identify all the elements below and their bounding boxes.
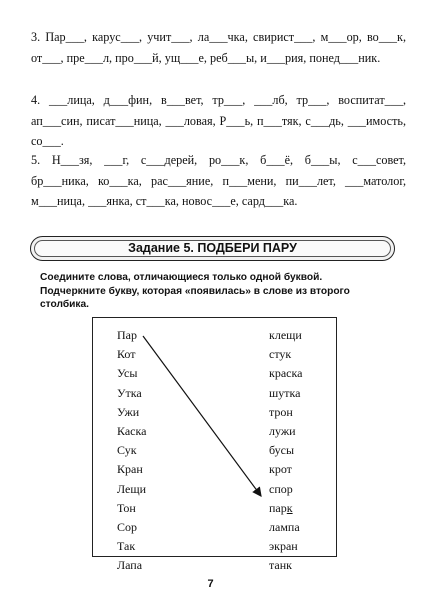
left-word: Кот [117,347,136,362]
right-word: экран [269,539,298,554]
left-word: Усы [117,366,138,381]
right-word: трон [269,404,293,419]
connecting-line [143,336,261,496]
left-word: Кран [117,462,143,477]
word-pairs-box [92,317,337,573]
left-word: Лещи [117,481,147,496]
right-word: лампа [269,519,300,534]
right-word: лужи [269,423,296,438]
task-banner [30,236,395,261]
exercise-4: 4. ___лица, д___фин, в___вет, тр___, ___лб, тр___, воспитат___, ап___син, писат___ница, ___ловая, Р___ь, п___тяк, с___дь, ___имость, со___. [31,93,406,148]
page-number: 7 [207,578,214,590]
left-word: Так [117,539,136,554]
left-word: Лапа [117,558,143,573]
task-instruction: Соедините слова, отличающиеся только одной буквой. Подчеркните букву, которая «появилась» в слове из второго столбика. [40,272,350,310]
left-word: Тон [117,500,136,515]
right-word: бусы [269,443,295,458]
left-word: Утка [117,385,142,400]
exercise-5: 5. Н___зя, ___г, с___дерей, ро___к, б___ё, б___ы, с___совет, бр___ника, ко___ка, рас___яние, п___мени, пи___лет, ___матолог, м___ница, ___янка, ст___ка, новос___е, сард___ка. [31,153,406,208]
right-word: шутка [269,385,301,400]
left-word: Пар [117,328,137,342]
task-title: Задание 5. ПОДБЕРИ ПАРУ [128,241,297,255]
left-word: Сор [117,519,138,534]
underlined-letter: к [286,500,293,515]
exercise-3: 3. Пар___, карус___, учит___, ла___чка, свирист___, м___ор, во___к, от___, пре___л, про___й, ущ___е, реб___ы, и___рия, понед___ник. [31,30,406,65]
right-word: клещи [269,328,302,342]
left-word: Ужи [117,404,140,419]
left-word: Сук [117,443,137,458]
right-word: спор [269,481,293,496]
right-word: крот [269,462,292,477]
right-word: танк [269,558,292,573]
right-word: стук [269,347,292,362]
example-arrow [93,318,336,556]
right-word: парк [269,500,293,515]
right-word: краска [269,366,303,381]
left-word: Каска [117,423,147,438]
